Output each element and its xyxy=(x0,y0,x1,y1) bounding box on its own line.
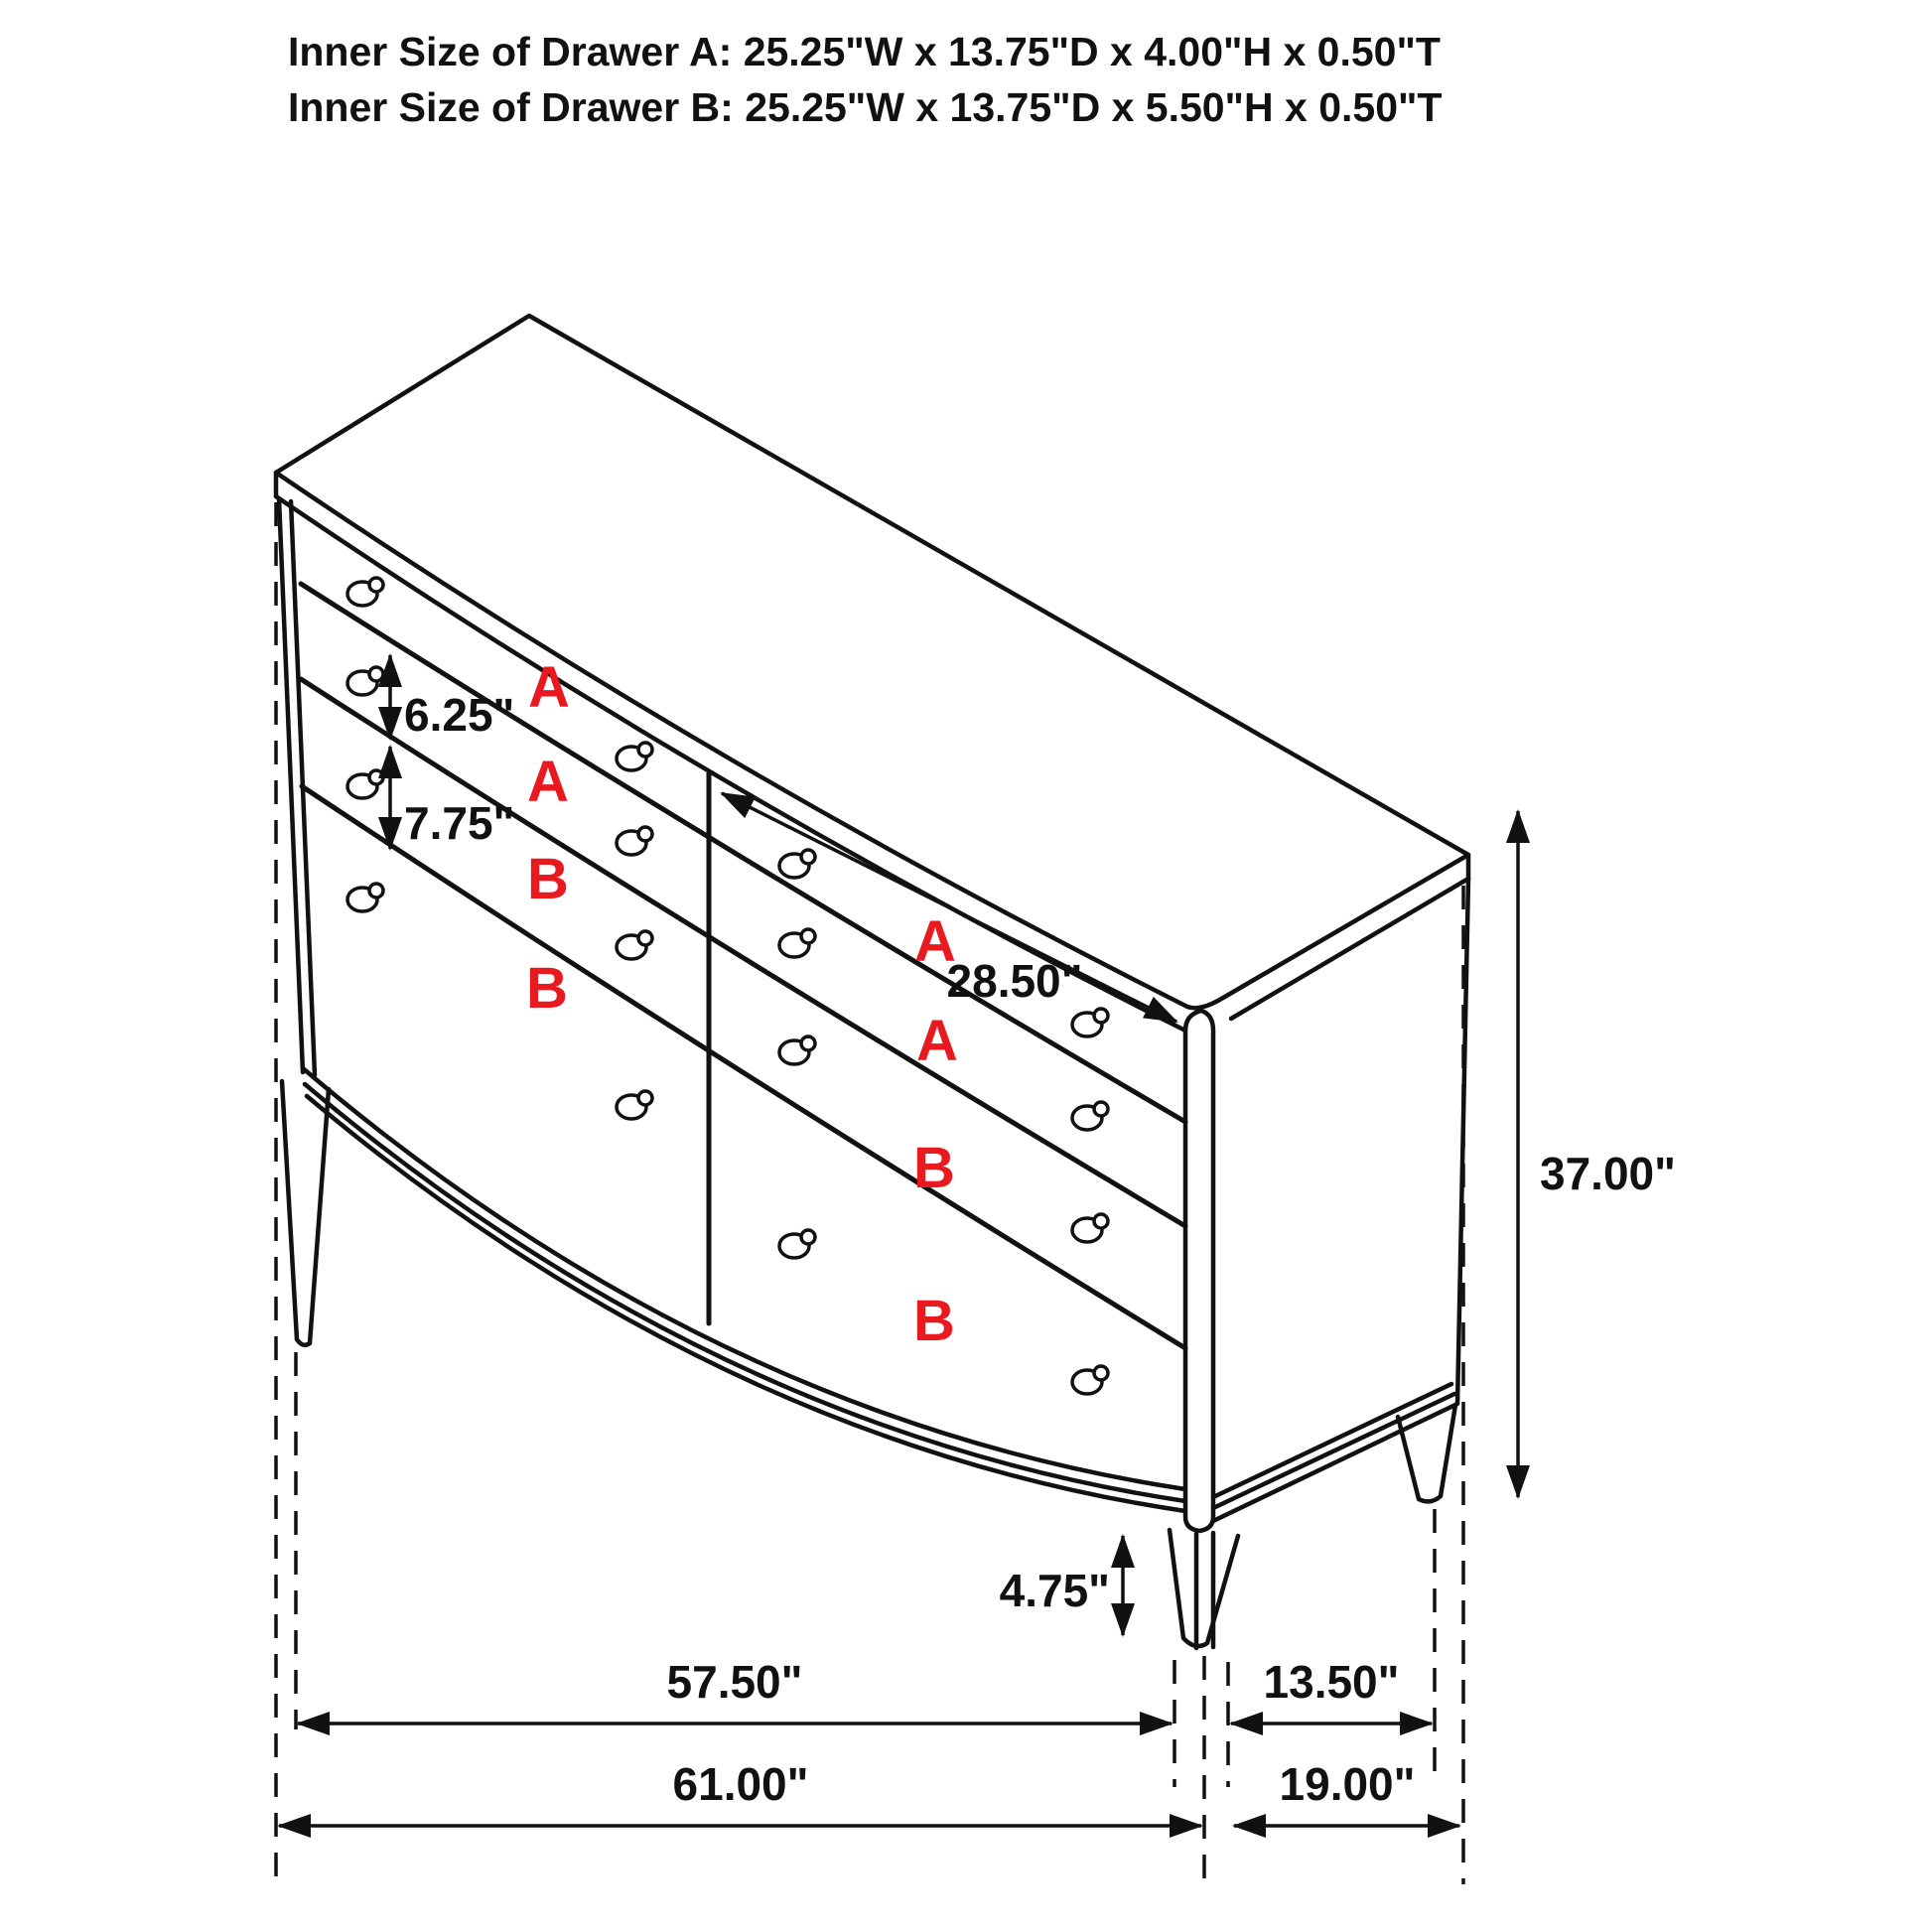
dim-leg-height xyxy=(1000,1536,1123,1635)
dimension-annotations xyxy=(279,655,1676,1826)
drawer-knob-icon xyxy=(779,1036,815,1064)
drawer-label: B xyxy=(526,956,568,1021)
drawer-knob-icon xyxy=(1072,1009,1108,1036)
drawer-knob-icon xyxy=(779,1230,815,1258)
dim-drawer-a-front-height xyxy=(390,655,514,741)
dim-label-b-height: 7.75" xyxy=(404,797,515,849)
base-rail-top xyxy=(303,1068,1185,1489)
dresser-top-face xyxy=(276,316,1468,1031)
dim-label-front-width-inner: 57.50" xyxy=(666,1656,803,1708)
dim-label-top-drawer-width: 28.50" xyxy=(946,955,1083,1007)
drawer-knob-icon xyxy=(617,1091,652,1119)
drawer-knob-icon xyxy=(1072,1366,1108,1394)
drawer-knob-icon xyxy=(1072,1214,1108,1242)
drawer-label: B xyxy=(913,1289,955,1353)
top-slab-right-edge xyxy=(1231,879,1468,1019)
dim-drawer-b-front-height xyxy=(390,747,514,849)
drawer-knob-icon xyxy=(1072,1102,1108,1130)
drawer-label: A xyxy=(528,655,570,720)
legs xyxy=(282,1081,1455,1648)
drawer-label: B xyxy=(527,847,569,911)
header xyxy=(288,29,1442,130)
dresser-drawing xyxy=(276,316,1468,1648)
drawer-label: A xyxy=(916,1009,958,1073)
drawer-boundary-1 xyxy=(301,584,1185,1122)
drawer-letter-labels xyxy=(526,655,958,1353)
drawer-knob-icon xyxy=(347,578,383,606)
dim-label-leg-height: 4.75" xyxy=(999,1565,1110,1616)
dim-front-width-inner xyxy=(298,1656,1172,1724)
dim-depth-inner xyxy=(1231,1656,1432,1724)
dim-depth-overall xyxy=(1234,1758,1459,1826)
front-right-leg xyxy=(1170,1530,1238,1646)
dim-label-depth-inner: 13.50" xyxy=(1263,1656,1400,1708)
top-surface xyxy=(276,316,1468,1008)
drawer-boundary-2 xyxy=(301,679,1185,1226)
front-left-leg xyxy=(282,1081,329,1345)
drawer-knob-icon xyxy=(617,827,652,855)
dim-label-overall-height: 37.00" xyxy=(1540,1148,1676,1199)
front-right-corner-post xyxy=(1185,1011,1213,1531)
drawer-knob-icon xyxy=(347,667,383,695)
drawer-label: A xyxy=(914,909,956,974)
drawer-knob-icon xyxy=(347,884,383,911)
spec-line-drawer-b: Inner Size of Drawer B: 25.25"W x 13.75"D x 5.50"H x 0.50"T xyxy=(288,84,1443,130)
dim-label-front-width-overall: 61.00" xyxy=(672,1758,809,1810)
drawer-knob-icon xyxy=(779,929,815,957)
drawer-boundary-3 xyxy=(302,786,1185,1348)
dim-front-width-overall xyxy=(279,1758,1201,1826)
spec-line-drawer-a: Inner Size of Drawer A: 25.25"W x 13.75"D x 4.00"H x 0.50"T xyxy=(288,29,1441,74)
drawer-label: B xyxy=(913,1136,955,1200)
dim-label-a-height: 6.25" xyxy=(404,689,515,741)
dim-overall-height xyxy=(1518,811,1676,1497)
right-side-panel xyxy=(1213,879,1468,1521)
drawer-knob-icon xyxy=(617,743,652,770)
drawer-label: A xyxy=(527,750,569,814)
drawer-knob-icon xyxy=(347,770,383,798)
drawer-knob-icon xyxy=(617,931,652,959)
base-rail-bottom xyxy=(307,1096,1185,1511)
drawer-knob-icon xyxy=(779,850,815,878)
dim-label-depth-overall: 19.00" xyxy=(1279,1758,1416,1810)
side-panel-outline xyxy=(1213,879,1468,1521)
